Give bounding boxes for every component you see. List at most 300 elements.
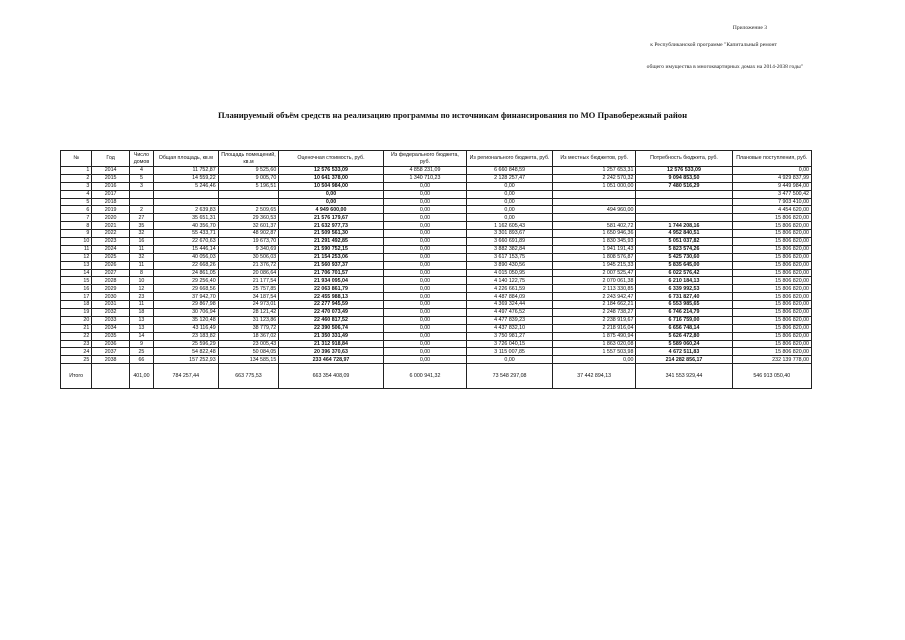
cell-number: 5	[61, 198, 92, 206]
cell-premises-area: 38 779,72	[218, 324, 279, 332]
cell-year: 2017	[92, 190, 130, 198]
table-row	[61, 285, 812, 293]
cell-estimated-cost: 21 934 095,04	[279, 277, 383, 285]
table-row	[61, 324, 812, 332]
cell-number: 10	[61, 238, 92, 246]
cell-regional: 0,00	[467, 190, 553, 198]
total-row	[61, 364, 812, 389]
cell-total-area: 5 246,46	[153, 182, 218, 190]
cell-local: 2 248 738,27	[552, 309, 636, 317]
cell-estimated-cost: 22 460 817,52	[279, 316, 383, 324]
cell-federal: 0,00	[383, 253, 467, 261]
cell-year: 2028	[92, 277, 130, 285]
col-header-number: №	[61, 151, 92, 167]
table-row	[61, 340, 812, 348]
cell-local	[552, 214, 636, 222]
cell-regional: 3 301 893,67	[467, 230, 553, 238]
cell-premises-area: 2 509,65	[218, 206, 279, 214]
cell-federal: 0,00	[383, 332, 467, 340]
cell-premises-area: 50 084,05	[218, 348, 279, 356]
table-row	[61, 222, 812, 230]
total-local: 37 442 894,13	[552, 364, 636, 389]
table-row	[61, 309, 812, 317]
cell-budget-need: 214 282 856,17	[636, 356, 732, 364]
cell-total-area: 40 356,70	[153, 222, 218, 230]
cell-number: 4	[61, 190, 92, 198]
cell-budget-need: 4 952 840,51	[636, 230, 732, 238]
cell-estimated-cost: 10 504 984,00	[279, 182, 383, 190]
cell-planned-income: 15 806 820,00	[732, 222, 811, 230]
cell-total-area: 54 822,48	[153, 348, 218, 356]
cell-planned-income: 4 929 837,99	[732, 174, 811, 182]
cell-year: 2036	[92, 340, 130, 348]
cell-number: 7	[61, 214, 92, 222]
cell-budget-need: 6 746 214,79	[636, 309, 732, 317]
col-header-houses: Число домов	[129, 151, 153, 167]
cell-total-area: 22 668,26	[153, 261, 218, 269]
cell-total-area: 35 120,48	[153, 316, 218, 324]
cell-total-area: 37 942,70	[153, 293, 218, 301]
cell-regional: 4 477 839,23	[467, 316, 553, 324]
cell-federal: 0,00	[383, 230, 467, 238]
cell-premises-area: 25 757,85	[218, 285, 279, 293]
cell-houses: 16	[129, 238, 153, 246]
cell-local: 494 960,00	[552, 206, 636, 214]
cell-budget-need: 1 744 208,16	[636, 222, 732, 230]
cell-estimated-cost: 10 641 378,00	[279, 174, 383, 182]
cell-estimated-cost: 22 063 861,79	[279, 285, 383, 293]
cell-premises-area: 5 196,51	[218, 182, 279, 190]
cell-local: 581 402,72	[552, 222, 636, 230]
cell-houses: 12	[129, 285, 153, 293]
cell-planned-income: 9 449 984,00	[732, 182, 811, 190]
table-row	[61, 253, 812, 261]
cell-local: 1 875 490,94	[552, 332, 636, 340]
cell-houses: 35	[129, 222, 153, 230]
cell-estimated-cost: 22 277 945,59	[279, 301, 383, 309]
cell-houses: 23	[129, 293, 153, 301]
cell-estimated-cost: 21 291 492,85	[279, 238, 383, 246]
cell-houses: 27	[129, 214, 153, 222]
col-header-local: Из местных бюджетов, руб.	[552, 151, 636, 167]
cell-houses: 3	[129, 182, 153, 190]
cell-regional: 4 226 661,59	[467, 285, 553, 293]
cell-year: 2016	[92, 182, 130, 190]
total-label: Итого	[61, 364, 92, 389]
cell-planned-income: 3 477 500,42	[732, 190, 811, 198]
cell-regional: 0,00	[467, 356, 553, 364]
cell-year: 2031	[92, 301, 130, 309]
cell-total-area	[153, 198, 218, 206]
cell-regional: 4 140 122,75	[467, 277, 553, 285]
cell-regional: 3 726 040,15	[467, 340, 553, 348]
cell-number: 20	[61, 316, 92, 324]
cell-local: 2 218 916,04	[552, 324, 636, 332]
appendix-program-period: общего имущества в многоквартирных домах на 2014-2038 годы"	[646, 64, 803, 70]
cell-regional: 4 369 324,44	[467, 301, 553, 309]
cell-houses: 2	[129, 206, 153, 214]
cell-local: 2 242 570,32	[552, 174, 636, 182]
cell-number: 2	[61, 174, 92, 182]
cell-planned-income: 15 806 820,00	[732, 238, 811, 246]
cell-regional: 0,00	[467, 198, 553, 206]
cell-budget-need	[636, 198, 732, 206]
cell-planned-income: 232 139 778,00	[732, 356, 811, 364]
cell-estimated-cost: 233 464 728,97	[279, 356, 383, 364]
table-row	[61, 332, 812, 340]
cell-federal: 0,00	[383, 293, 467, 301]
cell-estimated-cost: 21 706 701,57	[279, 269, 383, 277]
cell-budget-need: 5 589 060,24	[636, 340, 732, 348]
cell-federal: 0,00	[383, 245, 467, 253]
cell-houses: 9	[129, 340, 153, 348]
cell-houses: 11	[129, 245, 153, 253]
cell-local: 2 070 061,38	[552, 277, 636, 285]
cell-regional: 3 890 430,56	[467, 261, 553, 269]
cell-premises-area: 19 673,70	[218, 238, 279, 246]
cell-year: 2037	[92, 348, 130, 356]
cell-federal: 1 340 710,23	[383, 174, 467, 182]
col-header-total-area: Общая площадь, кв.м	[153, 151, 218, 167]
cell-budget-need: 7 480 516,29	[636, 182, 732, 190]
cell-estimated-cost: 21 154 253,06	[279, 253, 383, 261]
cell-total-area	[153, 190, 218, 198]
table-row	[61, 190, 812, 198]
cell-federal: 0,00	[383, 277, 467, 285]
cell-number: 23	[61, 340, 92, 348]
col-header-budget-need: Потребность бюджета, руб.	[636, 151, 732, 167]
table-row	[61, 174, 812, 182]
cell-budget-need: 6 022 576,42	[636, 269, 732, 277]
table-row	[61, 301, 812, 309]
cell-estimated-cost: 21 576 179,67	[279, 214, 383, 222]
cell-federal: 0,00	[383, 261, 467, 269]
cell-year: 2015	[92, 174, 130, 182]
table-row	[61, 293, 812, 301]
cell-budget-need: 5 823 574,26	[636, 245, 732, 253]
cell-number: 13	[61, 261, 92, 269]
cell-regional: 0,00	[467, 182, 553, 190]
cell-total-area: 14 559,22	[153, 174, 218, 182]
cell-year: 2018	[92, 198, 130, 206]
cell-local: 1 557 503,98	[552, 348, 636, 356]
cell-year: 2019	[92, 206, 130, 214]
cell-federal: 0,00	[383, 348, 467, 356]
cell-regional: 0,00	[467, 214, 553, 222]
cell-year: 2034	[92, 324, 130, 332]
cell-total-area: 22 670,63	[153, 238, 218, 246]
cell-total-area: 30 706,94	[153, 309, 218, 317]
cell-year: 2022	[92, 230, 130, 238]
cell-budget-need	[636, 214, 732, 222]
cell-budget-need: 6 656 748,14	[636, 324, 732, 332]
cell-houses: 10	[129, 277, 153, 285]
table-row	[61, 214, 812, 222]
document-title: Планируемый объём средств на реализацию программы по источникам финансирования по МО Правобережный район	[217, 110, 688, 120]
cell-local: 2 007 525,47	[552, 269, 636, 277]
table-header-row	[61, 151, 812, 167]
cell-planned-income: 15 806 820,00	[732, 348, 811, 356]
cell-estimated-cost: 22 455 988,13	[279, 293, 383, 301]
col-header-premises-area: Площадь помещений, кв.м	[218, 151, 279, 167]
cell-total-area: 24 861,05	[153, 269, 218, 277]
cell-planned-income: 15 806 820,00	[732, 309, 811, 317]
cell-planned-income: 15 806 820,00	[732, 261, 811, 269]
cell-premises-area: 34 187,54	[218, 293, 279, 301]
total-total-area: 784 257,44	[153, 364, 218, 389]
col-header-regional: Из регионального бюджета, руб.	[467, 151, 553, 167]
cell-federal: 0,00	[383, 206, 467, 214]
cell-local: 1 808 576,87	[552, 253, 636, 261]
cell-planned-income: 15 806 820,00	[732, 293, 811, 301]
cell-premises-area: 18 367,02	[218, 332, 279, 340]
cell-budget-need: 12 576 533,09	[636, 167, 732, 175]
cell-houses: 25	[129, 348, 153, 356]
cell-planned-income: 15 806 820,00	[732, 301, 811, 309]
cell-total-area: 11 752,87	[153, 167, 218, 175]
cell-number: 14	[61, 269, 92, 277]
cell-total-area: 15 446,14	[153, 245, 218, 253]
cell-number: 19	[61, 309, 92, 317]
cell-local: 2 184 662,21	[552, 301, 636, 309]
cell-regional: 3 660 691,89	[467, 238, 553, 246]
cell-planned-income: 15 806 820,00	[732, 332, 811, 340]
cell-number: 11	[61, 245, 92, 253]
cell-federal: 0,00	[383, 340, 467, 348]
total-year	[92, 364, 130, 389]
col-header-planned-income: Плановые поступления, руб.	[732, 151, 811, 167]
cell-planned-income: 15 806 820,00	[732, 214, 811, 222]
cell-budget-need	[636, 190, 732, 198]
cell-federal: 0,00	[383, 301, 467, 309]
cell-year: 2038	[92, 356, 130, 364]
col-header-year: Год	[92, 151, 130, 167]
cell-estimated-cost: 21 312 918,84	[279, 340, 383, 348]
cell-houses: 5	[129, 174, 153, 182]
cell-number: 1	[61, 167, 92, 175]
table-row	[61, 182, 812, 190]
cell-total-area: 29 256,40	[153, 277, 218, 285]
cell-premises-area: 9 525,60	[218, 167, 279, 175]
cell-estimated-cost: 22 470 073,49	[279, 309, 383, 317]
cell-houses: 18	[129, 309, 153, 317]
cell-planned-income: 15 806 820,00	[732, 285, 811, 293]
cell-regional: 4 437 832,10	[467, 324, 553, 332]
total-federal: 6 000 941,32	[383, 364, 467, 389]
cell-regional: 3 750 981,27	[467, 332, 553, 340]
table-row	[61, 167, 812, 175]
cell-premises-area: 30 506,03	[218, 253, 279, 261]
total-planned-income: 546 913 050,40	[732, 364, 811, 389]
cell-estimated-cost: 21 590 752,15	[279, 245, 383, 253]
cell-federal: 0,00	[383, 316, 467, 324]
cell-federal: 0,00	[383, 222, 467, 230]
cell-year: 2020	[92, 214, 130, 222]
cell-houses	[129, 190, 153, 198]
cell-estimated-cost: 4 949 600,00	[279, 206, 383, 214]
table-row	[61, 269, 812, 277]
cell-houses: 32	[129, 253, 153, 261]
cell-total-area: 43 116,49	[153, 324, 218, 332]
cell-estimated-cost: 0,00	[279, 198, 383, 206]
cell-year: 2023	[92, 238, 130, 246]
cell-year: 2026	[92, 261, 130, 269]
cell-premises-area: 48 902,87	[218, 230, 279, 238]
cell-estimated-cost: 21 350 331,49	[279, 332, 383, 340]
cell-estimated-cost: 21 632 977,73	[279, 222, 383, 230]
cell-houses: 13	[129, 324, 153, 332]
cell-planned-income: 4 454 620,00	[732, 206, 811, 214]
cell-total-area: 25 596,29	[153, 340, 218, 348]
cell-number: 25	[61, 356, 92, 364]
cell-planned-income: 15 806 820,00	[732, 324, 811, 332]
col-header-federal: Из федерального бюджета, руб.	[383, 151, 467, 167]
cell-planned-income: 15 806 820,00	[732, 245, 811, 253]
cell-budget-need: 6 716 759,00	[636, 316, 732, 324]
cell-budget-need: 5 626 472,80	[636, 332, 732, 340]
cell-number: 17	[61, 293, 92, 301]
cell-year: 2014	[92, 167, 130, 175]
cell-federal: 0,00	[383, 324, 467, 332]
cell-estimated-cost: 21 509 561,30	[279, 230, 383, 238]
table-row	[61, 356, 812, 364]
cell-regional: 4 015 050,95	[467, 269, 553, 277]
cell-federal: 0,00	[383, 198, 467, 206]
cell-federal: 0,00	[383, 285, 467, 293]
cell-total-area: 55 433,71	[153, 230, 218, 238]
cell-federal: 0,00	[383, 238, 467, 246]
cell-total-area: 157 252,93	[153, 356, 218, 364]
cell-regional: 3 882 382,84	[467, 245, 553, 253]
cell-estimated-cost: 21 560 937,37	[279, 261, 383, 269]
total-regional: 73 548 297,08	[467, 364, 553, 389]
cell-number: 12	[61, 253, 92, 261]
cell-local: 2 113 330,85	[552, 285, 636, 293]
cell-year: 2033	[92, 316, 130, 324]
cell-regional: 6 660 848,59	[467, 167, 553, 175]
cell-year: 2025	[92, 253, 130, 261]
cell-premises-area	[218, 198, 279, 206]
cell-total-area: 23 183,82	[153, 332, 218, 340]
cell-number: 18	[61, 301, 92, 309]
cell-year: 2030	[92, 293, 130, 301]
cell-budget-need: 6 553 985,65	[636, 301, 732, 309]
cell-number: 3	[61, 182, 92, 190]
cell-local: 1 863 020,08	[552, 340, 636, 348]
cell-estimated-cost: 20 396 370,63	[279, 348, 383, 356]
total-houses: 401,00	[129, 364, 153, 389]
cell-houses	[129, 198, 153, 206]
financing-table	[60, 150, 812, 389]
cell-planned-income: 15 806 820,00	[732, 277, 811, 285]
cell-premises-area: 24 973,01	[218, 301, 279, 309]
total-budget-need: 341 553 929,44	[636, 364, 732, 389]
cell-houses: 11	[129, 261, 153, 269]
cell-regional: 0,00	[467, 206, 553, 214]
cell-year: 2035	[92, 332, 130, 340]
cell-local: 0,00	[552, 356, 636, 364]
cell-total-area: 2 639,83	[153, 206, 218, 214]
cell-premises-area: 29 360,53	[218, 214, 279, 222]
cell-federal: 0,00	[383, 269, 467, 277]
cell-planned-income: 7 903 410,00	[732, 198, 811, 206]
cell-regional: 3 115 007,85	[467, 348, 553, 356]
cell-local: 1 941 191,43	[552, 245, 636, 253]
cell-local: 1 945 215,33	[552, 261, 636, 269]
table-row	[61, 261, 812, 269]
cell-number: 21	[61, 324, 92, 332]
cell-houses: 8	[129, 269, 153, 277]
cell-budget-need: 4 672 511,83	[636, 348, 732, 356]
table-row	[61, 316, 812, 324]
cell-budget-need: 5 051 037,82	[636, 238, 732, 246]
cell-local: 1 830 345,93	[552, 238, 636, 246]
total-premises-area: 663 775,53	[218, 364, 279, 389]
cell-total-area: 29 668,56	[153, 285, 218, 293]
cell-local	[552, 198, 636, 206]
cell-premises-area: 134 585,15	[218, 356, 279, 364]
cell-regional: 4 487 884,09	[467, 293, 553, 301]
cell-local: 1 650 946,36	[552, 230, 636, 238]
cell-year: 2032	[92, 309, 130, 317]
cell-budget-need: 5 835 645,00	[636, 261, 732, 269]
cell-federal: 0,00	[383, 182, 467, 190]
cell-federal: 0,00	[383, 214, 467, 222]
cell-federal: 0,00	[383, 309, 467, 317]
cell-local: 2 243 942,47	[552, 293, 636, 301]
col-header-estimated-cost: Оценочная стоимость, руб.	[279, 151, 383, 167]
cell-local: 2 238 919,67	[552, 316, 636, 324]
cell-year: 2029	[92, 285, 130, 293]
cell-year: 2024	[92, 245, 130, 253]
cell-total-area: 29 867,98	[153, 301, 218, 309]
table-row	[61, 198, 812, 206]
cell-year: 2021	[92, 222, 130, 230]
cell-premises-area: 21 177,54	[218, 277, 279, 285]
cell-planned-income: 15 806 820,00	[732, 269, 811, 277]
cell-houses: 66	[129, 356, 153, 364]
cell-federal: 0,00	[383, 356, 467, 364]
cell-local	[552, 190, 636, 198]
table-row	[61, 245, 812, 253]
cell-estimated-cost: 0,00	[279, 190, 383, 198]
cell-number: 8	[61, 222, 92, 230]
cell-premises-area: 21 376,72	[218, 261, 279, 269]
cell-premises-area: 20 086,64	[218, 269, 279, 277]
cell-regional: 1 162 605,43	[467, 222, 553, 230]
cell-budget-need: 6 210 184,13	[636, 277, 732, 285]
table-row	[61, 206, 812, 214]
cell-number: 22	[61, 332, 92, 340]
cell-planned-income: 15 806 820,00	[732, 340, 811, 348]
cell-houses: 4	[129, 167, 153, 175]
cell-houses: 14	[129, 332, 153, 340]
cell-premises-area: 23 005,43	[218, 340, 279, 348]
cell-estimated-cost: 22 390 506,74	[279, 324, 383, 332]
cell-year: 2027	[92, 269, 130, 277]
total-estimated-cost: 663 354 408,09	[279, 364, 383, 389]
cell-federal: 0,00	[383, 190, 467, 198]
cell-estimated-cost: 12 576 533,09	[279, 167, 383, 175]
cell-planned-income: 15 806 820,00	[732, 316, 811, 324]
cell-premises-area: 28 121,42	[218, 309, 279, 317]
table-row	[61, 238, 812, 246]
cell-planned-income: 0,00	[732, 167, 811, 175]
cell-number: 15	[61, 277, 92, 285]
cell-premises-area: 9 340,69	[218, 245, 279, 253]
cell-budget-need: 6 731 827,40	[636, 293, 732, 301]
cell-houses: 11	[129, 301, 153, 309]
